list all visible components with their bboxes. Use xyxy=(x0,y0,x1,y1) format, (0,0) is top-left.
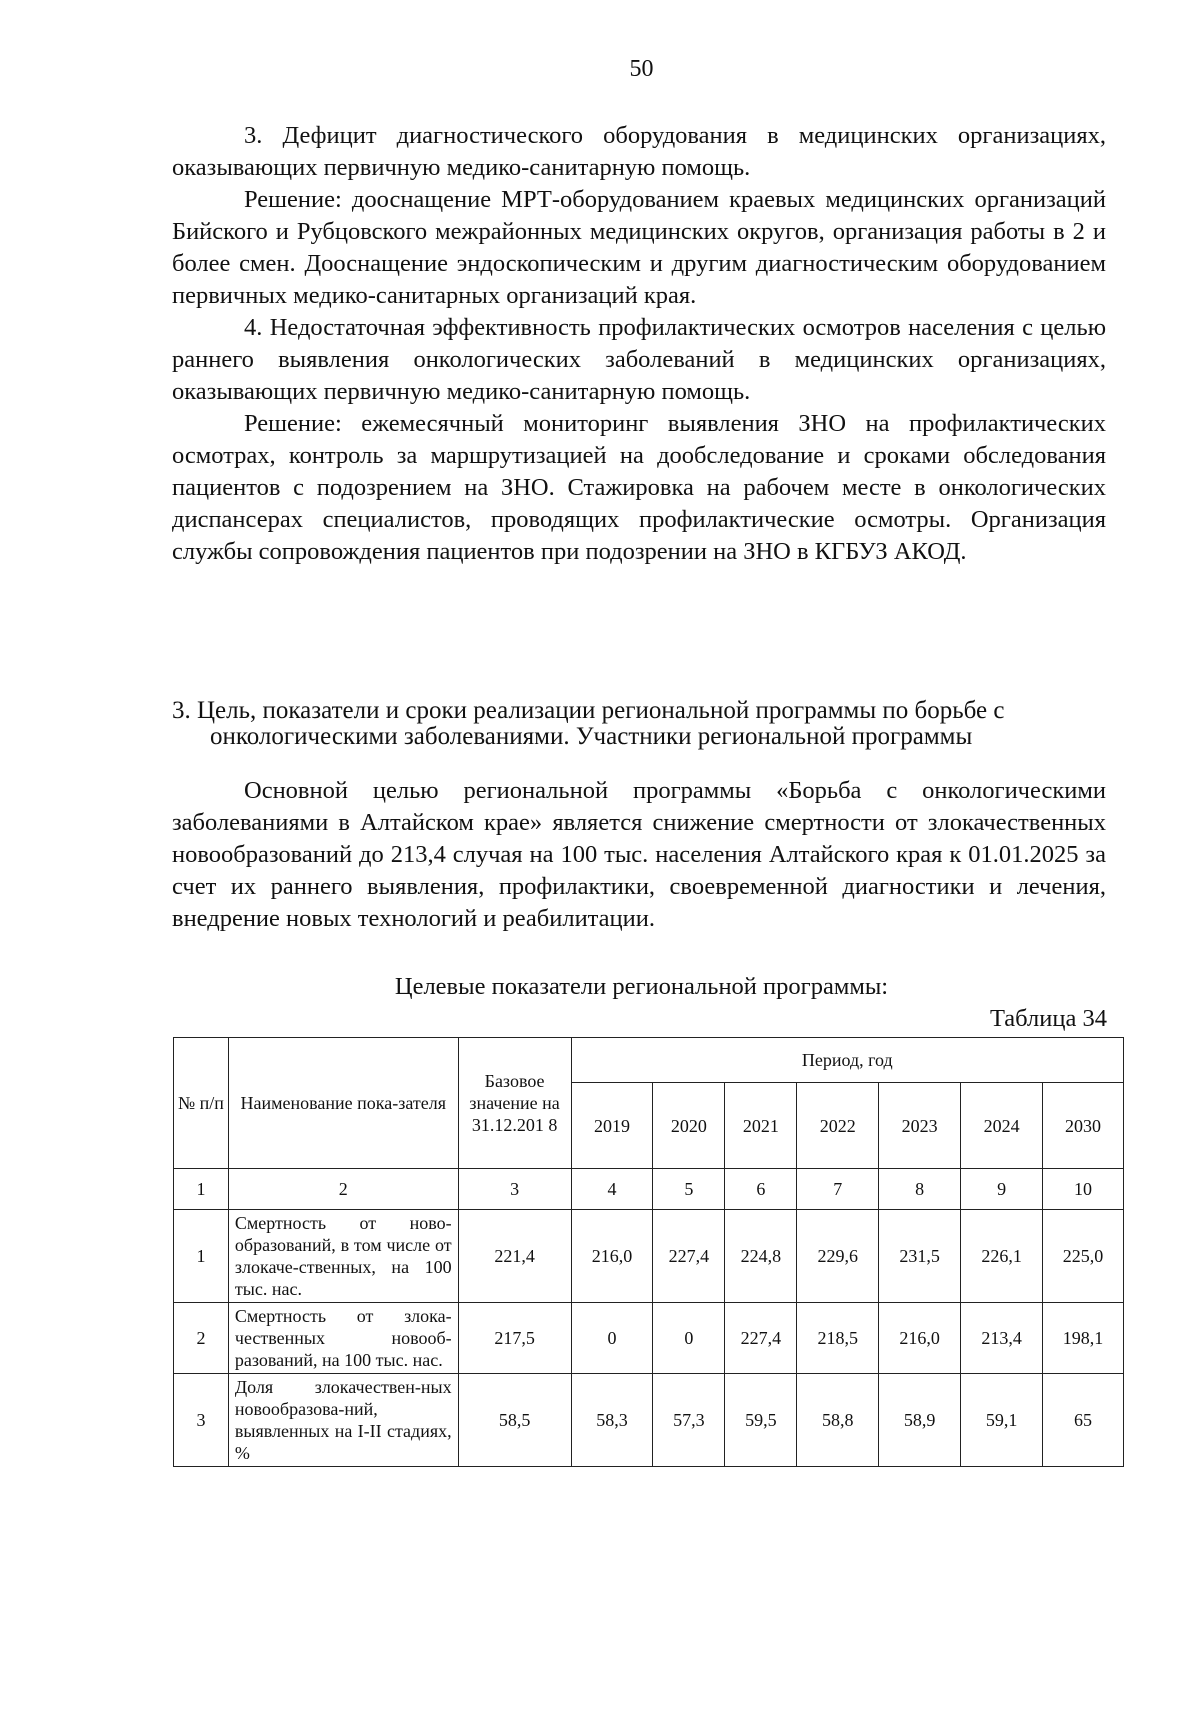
year-value: 0 xyxy=(571,1303,653,1374)
header-year: 2023 xyxy=(879,1083,961,1169)
column-index: 7 xyxy=(797,1169,879,1210)
problem-4-paragraph: 4. Недостаточная эффективность профилактических осмотров населения с целью раннего выявления онкологических заболеваний в медицинских организациях, оказывающих первичную медико-санитарную помощь. xyxy=(172,314,1106,405)
column-index: 2 xyxy=(228,1169,458,1210)
table-row xyxy=(174,1210,1124,1303)
goal-section xyxy=(172,775,1106,935)
year-value: 57,3 xyxy=(653,1374,725,1467)
year-value: 65 xyxy=(1043,1374,1124,1467)
indicator-name: Доля злокачествен-ных новообразова-ний, выявленных на I-II стадиях, % xyxy=(228,1374,458,1467)
header-period: Период, год xyxy=(571,1038,1123,1083)
table-row xyxy=(174,1374,1124,1467)
table-index-row xyxy=(174,1169,1124,1210)
problem-3-paragraph: 3. Дефицит диагностического оборудования в медицинских организациях, оказывающих первичную медико-санитарную помощь. xyxy=(172,122,1106,181)
header-year: 2020 xyxy=(653,1083,725,1169)
solution-4-paragraph: Решение: ежемесячный мониторинг выявления ЗНО на профилактических осмотрах, контроль за маршрутизацией на дообследование и сроками обследования пациентов с подозрением на ЗНО. Стажировка на рабочем месте в онкологических диспансерах специалистов, проводящих профилактические осмотры. Организация службы сопровождения пациентов при подозрении на ЗНО в КГБУЗ АКОД. xyxy=(172,410,1106,565)
header-base-value: Базовое значение на 31.12.201 8 xyxy=(458,1038,571,1169)
base-value: 58,5 xyxy=(458,1374,571,1467)
header-num: № п/п xyxy=(174,1038,229,1169)
indicator-name: Смертность от злока-чественных новооб-разований, на 100 тыс. нас. xyxy=(228,1303,458,1374)
goal-paragraph: Основной целью региональной программы «Борьба с онкологическими заболеваниями в Алтайском крае» является снижение смертности от злокачественных новообразований до 213,4 случая на 100 тыс. населения Алтайского края к 01.01.2025 за счет их раннего выявления, профилактики, своевременной диагностики и лечения, внедрение новых технологий и реабилитации. xyxy=(172,777,1106,932)
targets-table xyxy=(173,1037,1124,1467)
year-value: 216,0 xyxy=(879,1303,961,1374)
base-value: 221,4 xyxy=(458,1210,571,1303)
indicator-name: Смертность от ново-образований, в том числе от злокаче-ственных, на 100 тыс. нас. xyxy=(228,1210,458,1303)
year-value: 227,4 xyxy=(653,1210,725,1303)
year-value: 229,6 xyxy=(797,1210,879,1303)
section-heading xyxy=(172,698,1112,750)
year-value: 226,1 xyxy=(961,1210,1043,1303)
header-year: 2030 xyxy=(1043,1083,1124,1169)
section-heading-line-2: онкологическими заболеваниями. Участники региональной программы xyxy=(210,723,973,750)
year-value: 227,4 xyxy=(725,1303,797,1374)
column-index: 4 xyxy=(571,1169,653,1210)
header-year: 2019 xyxy=(571,1083,653,1169)
column-index: 6 xyxy=(725,1169,797,1210)
header-indicator-name: Наименование пока-зателя xyxy=(228,1038,458,1169)
column-index: 3 xyxy=(458,1169,571,1210)
year-value: 59,1 xyxy=(961,1374,1043,1467)
year-value: 0 xyxy=(653,1303,725,1374)
header-year: 2021 xyxy=(725,1083,797,1169)
solution-3-paragraph: Решение: дооснащение МРТ-оборудованием краевых медицинских организаций Бийского и Рубцовского межрайонных медицинских округов, организация работы в 2 и более смен. Дооснащение эндоскопическим и другим диагностическим оборудованием первичных медико-санитарных организаций края. xyxy=(172,186,1106,309)
table-caption: Целевые показатели региональной программы: xyxy=(394,973,889,1000)
year-value: 224,8 xyxy=(725,1210,797,1303)
column-index: 9 xyxy=(961,1169,1043,1210)
column-index: 8 xyxy=(879,1169,961,1210)
column-index: 10 xyxy=(1043,1169,1124,1210)
year-value: 58,8 xyxy=(797,1374,879,1467)
header-year: 2022 xyxy=(797,1083,879,1169)
header-year: 2024 xyxy=(961,1083,1043,1169)
problems-section xyxy=(172,120,1106,568)
page-number: 50 xyxy=(629,56,654,82)
row-num: 3 xyxy=(174,1374,229,1467)
year-value: 198,1 xyxy=(1043,1303,1124,1374)
year-value: 58,3 xyxy=(571,1374,653,1467)
year-value: 231,5 xyxy=(879,1210,961,1303)
table-row xyxy=(174,1303,1124,1374)
column-index: 5 xyxy=(653,1169,725,1210)
table-header-row xyxy=(174,1038,1124,1083)
column-index: 1 xyxy=(174,1169,229,1210)
year-value: 225,0 xyxy=(1043,1210,1124,1303)
year-value: 59,5 xyxy=(725,1374,797,1467)
year-value: 216,0 xyxy=(571,1210,653,1303)
year-value: 213,4 xyxy=(961,1303,1043,1374)
year-value: 58,9 xyxy=(879,1374,961,1467)
row-num: 1 xyxy=(174,1210,229,1303)
base-value: 217,5 xyxy=(458,1303,571,1374)
section-heading-line-1: 3. Цель, показатели и сроки реализации региональной программы по борьбе с xyxy=(172,697,1005,724)
row-num: 2 xyxy=(174,1303,229,1374)
table-number: Таблица 34 xyxy=(989,1005,1107,1032)
year-value: 218,5 xyxy=(797,1303,879,1374)
